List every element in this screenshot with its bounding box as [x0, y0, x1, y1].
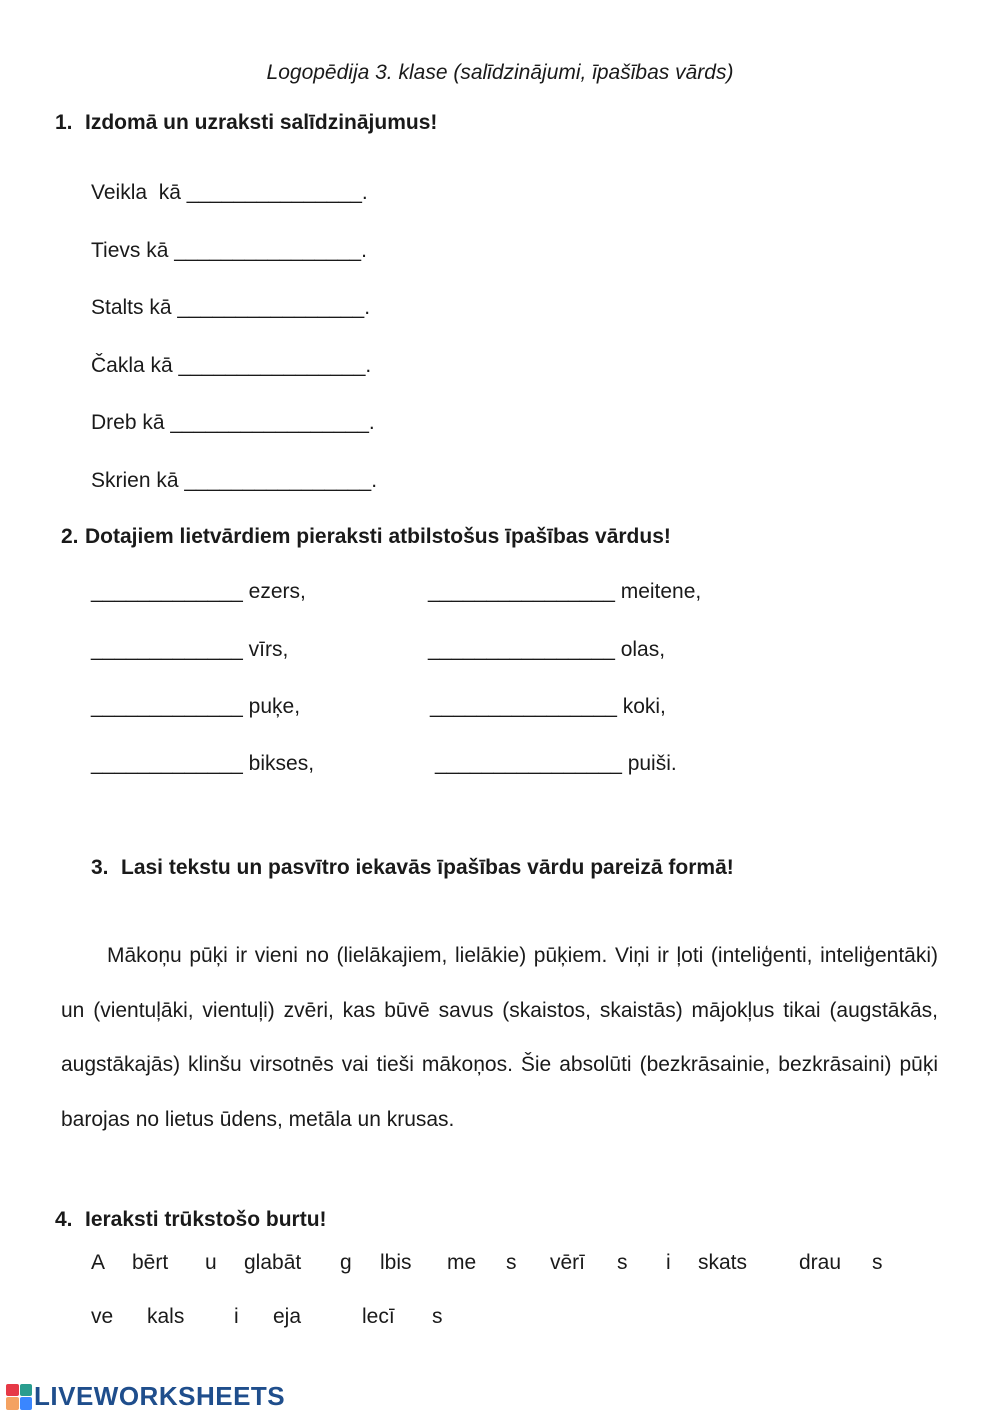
task4-word[interactable]: glabāt [244, 1251, 302, 1274]
task4-word[interactable]: ve [91, 1305, 114, 1328]
task4-word[interactable]: A [91, 1251, 106, 1274]
task1-line-veikla[interactable]: Veikla kā _______________. [91, 181, 368, 204]
logo-tile-blue [20, 1397, 33, 1410]
task2-left-virs[interactable]: _____________ vīrs, [91, 638, 289, 661]
task4-word[interactable]: i [666, 1251, 671, 1274]
task1-number: 1. [55, 111, 73, 134]
task2-right-puisi[interactable]: ________________ puiši. [435, 752, 677, 775]
logo-tile-red [6, 1384, 19, 1397]
task2-left-puke[interactable]: _____________ puķe, [91, 695, 301, 718]
task4-word[interactable]: drau [799, 1251, 842, 1274]
task4-word[interactable]: u [205, 1251, 217, 1274]
task2-right-olas[interactable]: ________________ olas, [428, 638, 666, 661]
task2-number: 2. [61, 525, 79, 548]
logo-text: LIVEWORKSHEETS [34, 1381, 286, 1411]
task4-word[interactable]: s [617, 1251, 628, 1274]
task4-word[interactable]: i [234, 1305, 239, 1328]
task1-line-dreb[interactable]: Dreb kā _________________. [91, 411, 375, 434]
task4-word[interactable]: eja [273, 1305, 302, 1328]
page-title: Logopēdija 3. klase (salīdzinājumi, īpašības vārds) [266, 61, 734, 84]
logo-tile-orange [6, 1397, 19, 1410]
task1-heading: Izdomā un uzraksti salīdzinājumus! [85, 111, 438, 134]
task4-word[interactable]: vērī [550, 1251, 586, 1274]
liveworksheets-logo[interactable] [6, 1381, 285, 1412]
task4-word[interactable]: lecī [362, 1305, 395, 1328]
task2-heading: Dotajiem lietvārdiem pieraksti atbilstošus īpašības vārdus! [85, 525, 671, 548]
task4-word[interactable]: s [872, 1251, 883, 1274]
task4-word[interactable]: s [506, 1251, 517, 1274]
task4-word[interactable]: kals [147, 1305, 185, 1328]
task1-line-skrien[interactable]: Skrien kā ________________. [91, 469, 378, 492]
task4-number: 4. [55, 1208, 73, 1231]
task3-paragraph[interactable]: Mākoņu pūķi ir vieni no (lielākajiem, lielākie) pūķiem. Viņi ir ļoti (inteliģenti, inteliģentāki) un (vientuļāki, vientuļi) zvēri, kas būvē savus (skaistos, skaistās) mājokļus tikai (augstākās, augstākajās) klinšu virsotnēs vai tieši mākoņos. Šie absolūti (bezkrāsainie, bezkrāsaini) pūķi barojas no lietus ūdens, metāla un krusas. [61, 944, 938, 1131]
task4-word[interactable]: g [340, 1251, 352, 1274]
task2-right-koki[interactable]: ________________ koki, [430, 695, 666, 718]
task1-line-stalts[interactable]: Stalts kā ________________. [91, 296, 371, 319]
task4-word[interactable]: bērt [132, 1251, 169, 1274]
task2-left-ezers[interactable]: _____________ ezers, [91, 580, 306, 603]
task4-heading: Ieraksti trūkstošo burtu! [85, 1208, 327, 1231]
task2-left-bikses[interactable]: _____________ bikses, [91, 752, 315, 775]
task4-word[interactable]: skats [698, 1251, 748, 1274]
logo-badge-icon [6, 1384, 32, 1410]
task2-right-meitene[interactable]: ________________ meitene, [428, 580, 702, 603]
task1-line-cakla[interactable]: Čakla kā ________________. [91, 354, 372, 377]
task4-word[interactable]: s [432, 1305, 443, 1328]
logo-tile-teal [20, 1384, 33, 1397]
task4-word[interactable]: lbis [380, 1251, 412, 1274]
task1-line-tievs[interactable]: Tievs kā ________________. [91, 239, 367, 262]
task4-word[interactable]: me [447, 1251, 477, 1274]
task3-number: 3. [91, 856, 109, 879]
task3-heading: Lasi tekstu un pasvītro iekavās īpašības vārdu pareizā formā! [121, 856, 734, 879]
